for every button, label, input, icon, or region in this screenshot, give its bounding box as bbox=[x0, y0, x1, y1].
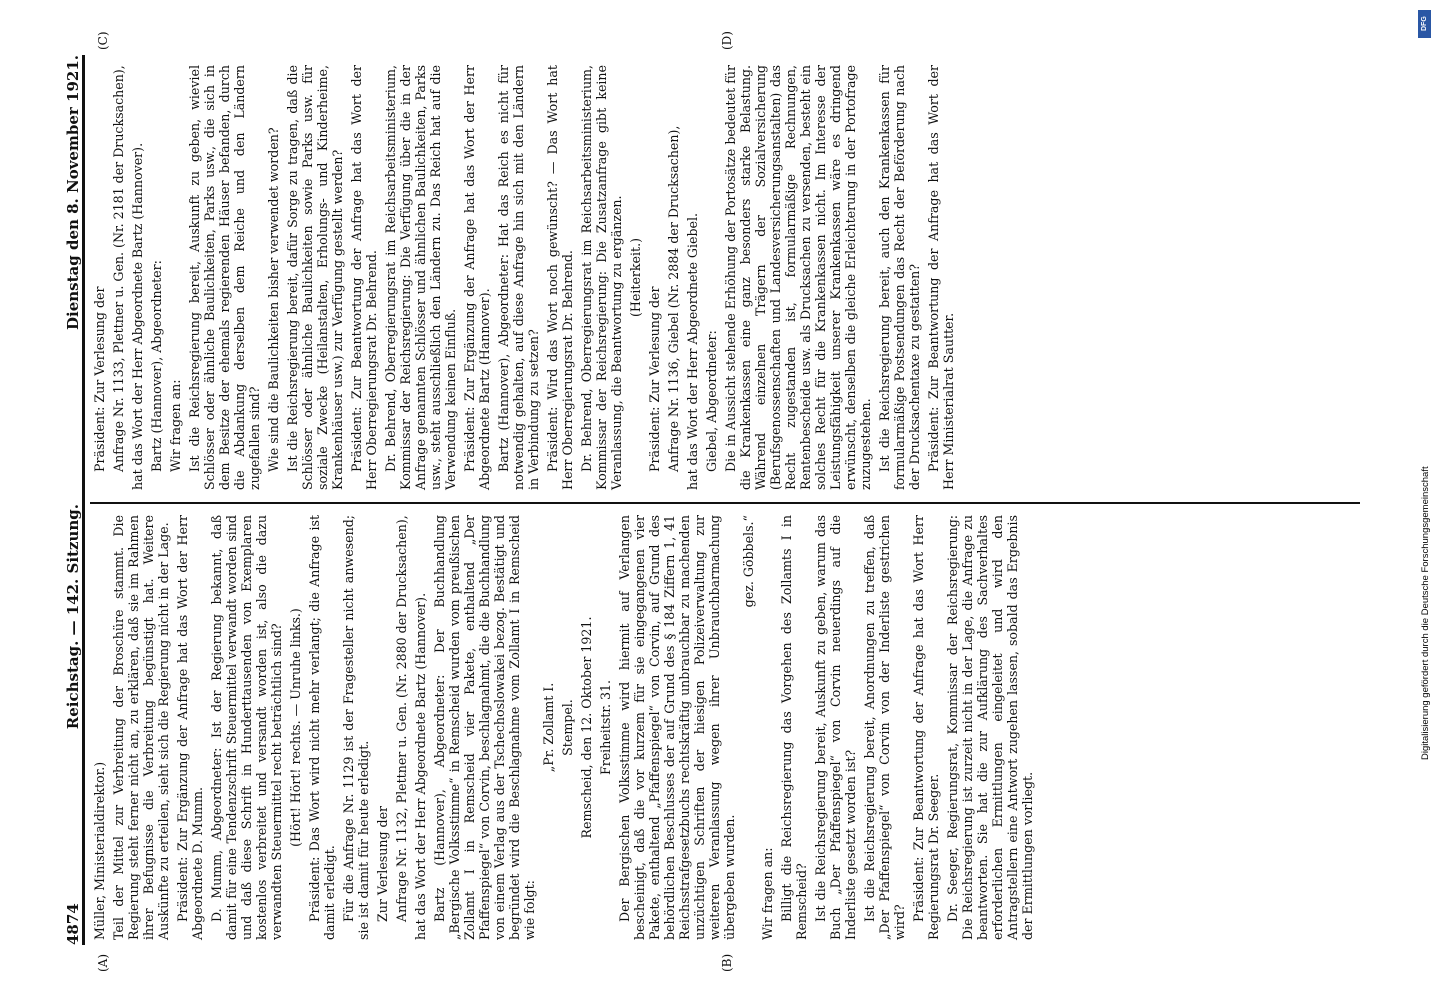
paragraph: Bartz (Hannover), Abgeordneter: Hat das Reich es nicht für notwendig gehalten, auf diese Anfrage hin sich mit den Ländern in Verbindung zu setzen? bbox=[496, 65, 541, 490]
paragraph: Präsident: Zur Beantwortung der Anfrage hat das Wort der Herr Oberregierungsrat Dr. Behrend. bbox=[349, 65, 379, 490]
paragraph: Dr. Behrend, Oberregierungsrat im Reichsarbeitsministerium, Kommissar der Reichsregierung: Die Zusatzanfrage gibt keine Veranlassung, die Beantwortung zu ergänzen. bbox=[579, 65, 624, 490]
paragraph: „Pr. Zollamt I. bbox=[541, 682, 556, 773]
paragraph: Anfrage Nr. 1133, Plettner u. Gen. (Nr. 2181 der Drucksachen), bbox=[111, 65, 126, 472]
paragraph: Dr. Seeger, Regierungsrat, Kommissar der Reichsregierung: Die Reichsregierung ist zurzeit nicht in der Lage, die Anfrage zu beantworten. Sie hat die zur Aufklärung des Sachverhaltes erforderlichen Ermittlungen eingeleitet und wird den Antragstellern eine Antwort zugehen lassen, sobald das Ergebnis der Ermittlungen vorliegt. bbox=[945, 515, 1035, 940]
interjection: (Hört! Hört! rechts. — Unruhe links.) bbox=[288, 608, 303, 847]
page-number: 4874 bbox=[64, 903, 82, 945]
right-column bbox=[92, 65, 960, 490]
paragraph: Remscheid, den 12. Oktober 1921. bbox=[579, 616, 594, 839]
paragraph: Wir fragen an: bbox=[168, 379, 183, 472]
paragraph: Stempel. bbox=[560, 699, 575, 756]
paragraph: Anfrage Nr. 1132, Plettner u. Gen. (Nr. 2880 der Drucksachen), bbox=[394, 515, 409, 922]
paragraph: Müller, Ministerialdirektor.) bbox=[92, 761, 107, 940]
paragraph: Der Bergischen Volksstimme wird hiermit auf Verlangen bescheinigt, daß die vor kurzem für sie eingegangenen vier Pakete, enthaltend „Pfaffenspiegel“ von Corvin, auf Grund des behördlichen Beschlusses der auf Grund des § 184 Ziffern 1, 41 Reichsstrafgesetzbuchs rechtskräftig unbrauchbar zu machenden unzüchtigen Schriften der hiesigen Polizeiverwaltung zur weiteren Veranlassung wegen ihrer Unbrauchbarmachung übergeben wurden. bbox=[617, 515, 737, 940]
margin-mark-d: (D) bbox=[720, 31, 734, 50]
signature-line: gez. Göbbels.“ bbox=[741, 515, 756, 608]
paragraph: Wie sind die Baulichkeiten bisher verwendet worden? bbox=[266, 127, 281, 472]
paragraph: Ist die Reichsregierung bereit, Anordnungen zu treffen, daß „Der Pfaffenspiegel“ von Corvin von der Inderliste gestrichen wird? bbox=[862, 515, 907, 940]
margin-mark-b: (B) bbox=[720, 953, 734, 972]
paragraph: Die in Aussicht stehende Erhöhung der Portosätze bedeutet für die Krankenkassen eine ganz besonders starke Belastung. Während einzelnen Trägern der Sozialversicherung (Berufsgenossenschaften und Landesversicherungsanstalten) das Recht zugestanden ist, formularmäßige Rechnungen, Rentenbescheide usw. als Drucksachen zu versenden, besteht ein solches Recht für die Krankenkassen nicht. Im Interesse der Leistungsfähigkeit unserer Krankenkassen wäre es dringend erwünscht, denselben die gleiche Erleichterung in der Portofrage zuzugestehen. bbox=[723, 65, 873, 490]
page-header bbox=[52, 55, 85, 945]
margin-mark-c: (C) bbox=[96, 31, 110, 50]
paragraph: Ist die Reichsregierung bereit, Auskunft zu geben, warum das Buch „Der Pfaffenspiegel“ von Corvin neuerdings auf die Inderliste gesetzt worden ist? bbox=[813, 515, 858, 940]
paragraph: Präsident: Zur Verlesung der bbox=[92, 286, 107, 472]
paragraph: Präsident: Das Wort wird nicht mehr verlangt; die Anfrage ist damit erledigt. bbox=[307, 515, 337, 940]
paragraph: Präsident: Wird das Wort noch gewünscht? — Das Wort hat Herr Oberregierungsrat Dr. Behrend. bbox=[545, 65, 575, 490]
header-session: Reichstag. — 142. Sitzung. bbox=[64, 504, 82, 730]
paragraph: Ist die Reichsregierung bereit, dafür Sorge zu tragen, daß die Schlösser oder ähnliche Baulichkeiten sowie Parks usw. für soziale Zwecke (Heilanstalten, Erholungs- und Kinderheime, Krankenhäuser usw.) zur Verfügung gestellt werden? bbox=[285, 65, 345, 490]
paragraph: Wir fragen an: bbox=[760, 847, 775, 940]
paragraph: Zur Verlesung der bbox=[375, 805, 390, 922]
paragraph: Präsident: Zur Ergänzung der Anfrage hat das Wort der Herr Abgeordnete D. Mumm. bbox=[175, 515, 205, 940]
paragraph: hat das Wort der Herr Abgeordnete Bartz (Hannover). bbox=[130, 142, 145, 490]
interjection: (Heiterkeit.) bbox=[628, 238, 643, 317]
paragraph: Giebel, Abgeordneter: bbox=[704, 330, 719, 472]
digitization-credit: Digitalisierung gefördert durch die Deutsche Forschungsgemeinschaft bbox=[1420, 466, 1431, 760]
header-date: Dienstag den 8. November 1921. bbox=[64, 55, 82, 330]
paragraph: Präsident: Zur Beantwortung der Anfrage hat das Wort der Herr Ministerialrat Sautter. bbox=[926, 65, 956, 490]
paragraph: Bartz (Hannover), Abgeordneter: bbox=[149, 260, 164, 472]
paragraph: Präsident: Zur Verlesung der bbox=[647, 286, 662, 472]
left-column bbox=[92, 515, 1039, 940]
paragraph: Bartz (Hannover), Abgeordneter: Der Buchhandlung „Bergische Volksstimme“ in Remscheid wurden vom preußischen Zollamt I in Remscheid vier Pakete, enthaltend „Der Pfaffenspiegel“ von Corvin, beschlagnahmt, die die Buchhandlung von einem Verlag aus der Tschechoslowakei bezog. Bestätigt und begründet wird die Beschlagnahme vom Zollamt I in Remscheid wie folgt: bbox=[432, 515, 537, 940]
paragraph: Präsident: Zur Beantwortung der Anfrage hat das Wort Herr Regierungsrat Dr. Seeger. bbox=[911, 515, 941, 940]
paragraph: Ist die Reichsregierung bereit, Auskunft zu geben, wieviel Schlösser oder ähnliche Baulichkeiten, Parks usw., die sich in dem Besitze der ehemals regierenden Häuser befanden, durch die Abdankung derselben dem Reiche und den Ländern zugefallen sind? bbox=[187, 65, 262, 490]
paragraph: D. Mumm, Abgeordneter: Ist der Regierung bekannt, daß damit für eine Tendenzschrift Steuermittel verwandt worden sind und daß diese Schrift in Hunderttausenden von Exemplaren kostenlos verbreitet und versandt worden ist, also die dazu verwandten Steuermittel recht beträchtlich sind? bbox=[209, 515, 284, 940]
paragraph: hat das Wort der Herr Abgeordnete Giebel. bbox=[685, 213, 700, 490]
paragraph: Für die Anfrage Nr. 1129 ist der Fragesteller nicht anwesend; sie ist damit für heute erledigt. bbox=[341, 515, 371, 940]
dfg-logo: DFG bbox=[1418, 10, 1431, 38]
paragraph: Präsident: Zur Ergänzung der Anfrage hat das Wort der Herr Abgeordnete Bartz (Hannover). bbox=[462, 65, 492, 490]
paragraph: Dr. Behrend, Oberregierungsrat im Reichsarbeitsministerium, Kommissar der Reichsregierung: Die Verfügung über die in der Anfrage genannten Schlösser und ähnlichen Baulichkeiten, Parks usw., steht ausschließlich den Ländern zu. Das Reich hat auf die Verwendung keinen Einfluß. bbox=[383, 65, 458, 490]
paragraph: Anfrage Nr. 1136, Giebel (Nr. 2884 der Drucksachen), bbox=[666, 125, 681, 472]
column-divider bbox=[90, 503, 1360, 505]
margin-mark-a: (A) bbox=[96, 953, 110, 972]
paragraph: Freiheitstr. 31. bbox=[598, 679, 613, 776]
paragraph: Teil der Mittel zur Verbreitung der Broschüre stammt. Die Regierung steht ferner nicht an, zu erklären, daß sie im Rahmen ihrer Befugnisse die Verbreitung begünstigt hat. Weitere Auskünfte zu erteilen, sieht sich die Regierung nicht in der Lage. bbox=[111, 515, 171, 940]
paragraph: Ist die Reichsregierung bereit, auch den Krankenkassen für formularmäßige Postsendungen das Recht der Beförderung nach der Drucksachentaxe zu gestatten? bbox=[877, 65, 922, 490]
paragraph: hat das Wort der Herr Abgeordnete Bartz (Hannover). bbox=[413, 592, 428, 940]
paragraph: Billigt die Reichsregierung das Vorgehen des Zollamts I in Remscheid? bbox=[779, 515, 809, 940]
